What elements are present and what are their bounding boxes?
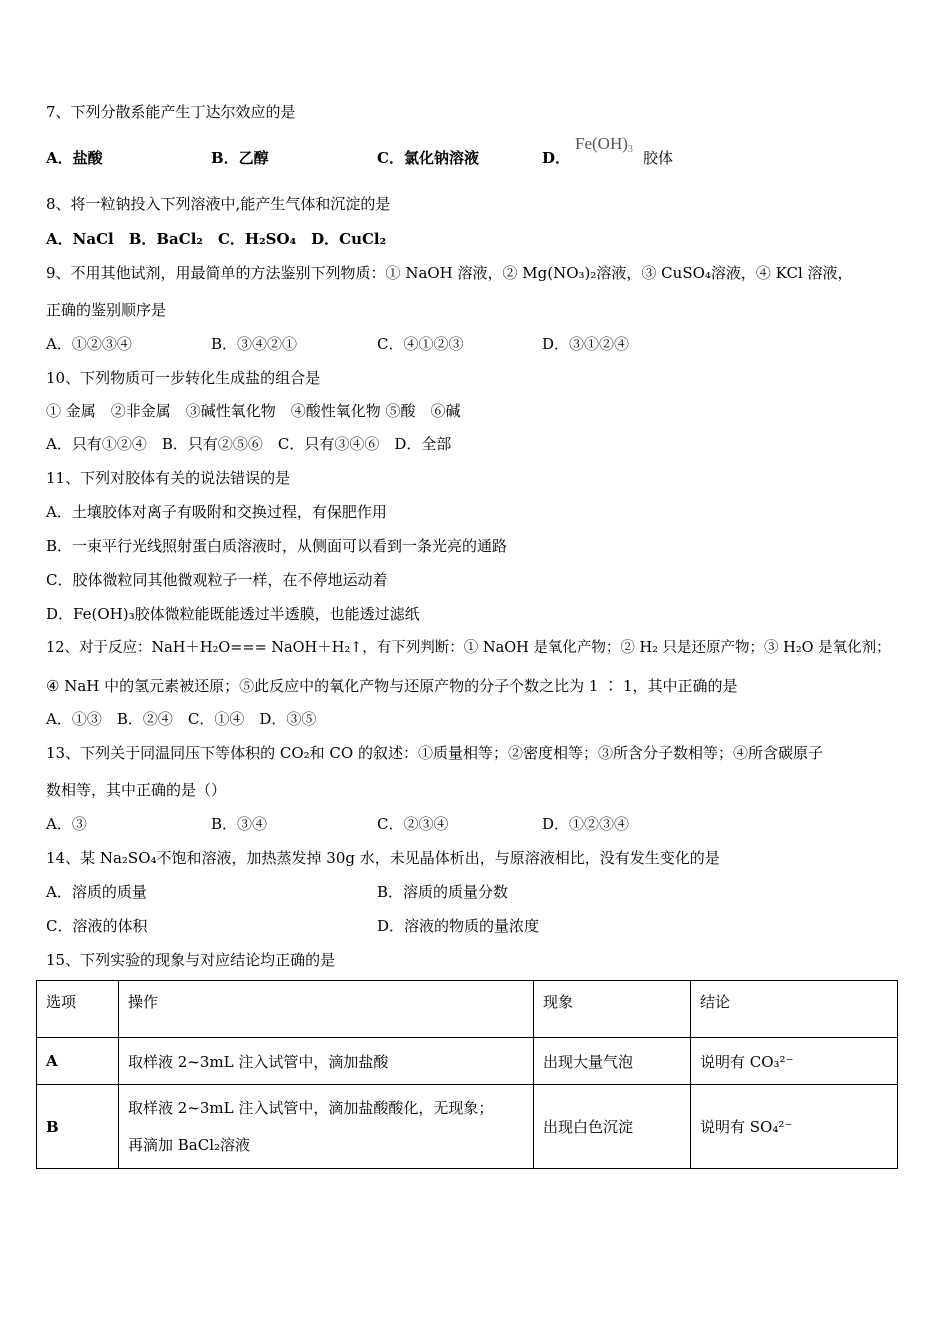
q7-stem: 7、下列分散系能产生丁达尔效应的是 (46, 103, 296, 121)
q10-options: A．只有①②④ B．只有②⑤⑥ C．只有③④⑥ D．全部 (46, 435, 452, 453)
q7-option-a: A．盐酸 (46, 149, 103, 167)
q13-option-d: D．①②③④ (542, 815, 630, 833)
q14-stem: 14、某 Na₂SO₄不饱和溶液，加热蒸发掉 30g 水，未见晶体析出，与原溶液相比，没有发生变化的是 (46, 849, 720, 867)
q14-option-b: B．溶质的质量分数 (377, 883, 509, 901)
q12-stem-line2: ④ NaH 中的氢元素被还原；⑤此反应中的氧化产物与还原产物的分子个数之比为 1 ∶ 1，其中正确的是 (46, 677, 738, 695)
table-row (37, 1085, 898, 1169)
q12-stem-line1: 12、对于反应：NaH＋H₂O=== NaOH＋H₂↑，有下列判断：① NaOH 是氧化产物；② H₂ 只是还原产物；③ H₂O 是氧化剂； (46, 640, 891, 656)
q14-option-a: A．溶质的质量 (46, 883, 147, 901)
q15-stem: 15、下列实验的现象与对应结论均正确的是 (46, 951, 336, 969)
q13-option-c: C．②③④ (377, 815, 449, 833)
row-b-phenomenon: 出现白色沉淀 (534, 1085, 691, 1169)
q7-option-d-formula: $Fe(OH)_3$ (575, 134, 633, 155)
q11-option-a: A．土壤胶体对离子有吸附和交换过程，有保肥作用 (46, 503, 387, 521)
q14-option-d: D．溶液的物质的量浓度 (377, 917, 540, 935)
q9-option-d: D．③①②④ (542, 335, 630, 353)
header-phenomenon: 现象 (534, 981, 691, 1038)
q10-stem: 10、下列物质可一步转化生成盐的组合是 (46, 369, 321, 387)
q13-option-b: B．③④ (211, 815, 268, 833)
q9-stem-line1: 9、不用其他试剂，用最简单的方法鉴别下列物质：① NaOH 溶液，② Mg(NO₃)₂溶液，③ CuSO₄溶液，④ KCl 溶液， (46, 264, 853, 282)
q7-option-d-prefix: D． (542, 149, 571, 167)
q7-option-c: C．氯化钠溶液 (377, 149, 479, 167)
q11-option-c: C．胶体微粒同其他微观粒子一样，在不停地运动着 (46, 571, 388, 589)
q13-stem-line1: 13、下列关于同温同压下等体积的 CO₂和 CO 的叙述：①质量相等；②密度相等；③所含分子数相等；④所含碳原子 (46, 744, 823, 762)
q11-option-b: B．一束平行光线照射蛋白质溶液时，从侧面可以看到一条光亮的通路 (46, 537, 508, 555)
table-row (37, 1038, 898, 1085)
header-conclusion: 结论 (691, 981, 898, 1038)
q13-option-a: A．③ (46, 815, 87, 833)
q10-items: ① 金属 ②非金属 ③碱性氧化物 ④酸性氧化物 ⑤酸 ⑥碱 (46, 402, 461, 420)
q15-table (36, 980, 898, 1169)
header-option: 选项 (37, 981, 119, 1038)
q9-option-a: A．①②③④ (46, 335, 132, 353)
row-b-option: B (37, 1085, 119, 1169)
row-a-conclusion: 说明有 CO₃²⁻ (691, 1038, 898, 1085)
row-b-operation (119, 1085, 534, 1169)
q13-stem-line2: 数相等，其中正确的是（） (46, 781, 227, 799)
q8-stem: 8、将一粒钠投入下列溶液中,能产生气体和沉淀的是 (46, 195, 391, 213)
table-header-row (37, 981, 898, 1038)
row-b-conclusion: 说明有 SO₄²⁻ (691, 1085, 898, 1169)
row-a-operation: 取样液 2~3mL 注入试管中，滴加盐酸 (119, 1038, 534, 1085)
row-b-operation-line2: 再滴加 BaCl₂溶液 (128, 1135, 251, 1154)
q12-options: A．①③ B．②④ C．①④ D．③⑤ (46, 710, 317, 728)
q8-options: A．NaCl B．BaCl₂ C．H₂SO₄ D．CuCl₂ (46, 230, 387, 248)
q14-option-c: C．溶液的体积 (46, 917, 148, 935)
row-b-operation-line1: 取样液 2~3mL 注入试管中，滴加盐酸酸化，无现象； (128, 1098, 494, 1117)
q7-option-b: B．乙醇 (211, 149, 269, 167)
row-a-phenomenon: 出现大量气泡 (534, 1038, 691, 1085)
q11-option-d: D．Fe(OH)₃胶体微粒能既能透过半透膜，也能透过滤纸 (46, 605, 420, 623)
q9-option-c: C．④①②③ (377, 335, 464, 353)
header-operation: 操作 (119, 981, 534, 1038)
q7-option-d-suffix: 胶体 (643, 149, 674, 167)
row-a-option: A (37, 1038, 119, 1085)
q11-stem: 11、下列对胶体有关的说法错误的是 (46, 469, 291, 487)
q9-stem-line2: 正确的鉴别顺序是 (46, 301, 167, 319)
q9-option-b: B．③④②① (211, 335, 298, 353)
